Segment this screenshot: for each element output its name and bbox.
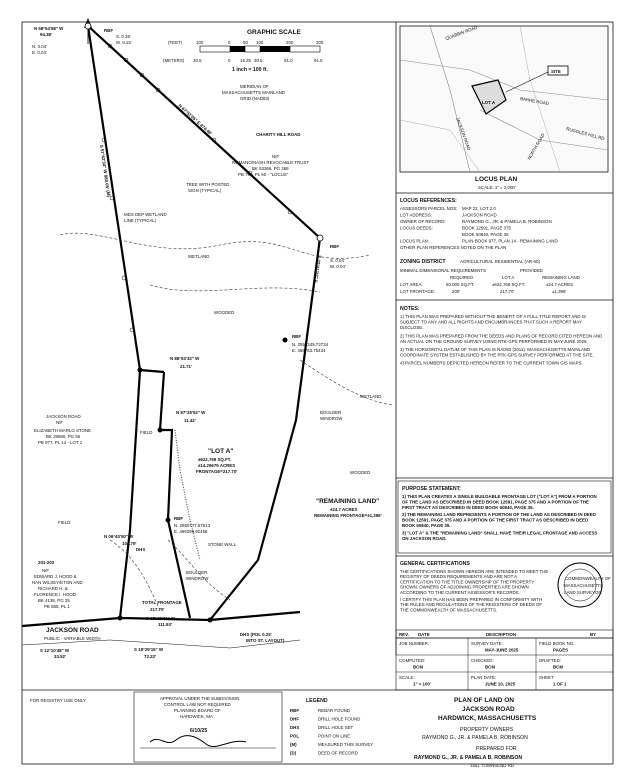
legend-description: DRILL HOLE SET — [318, 725, 354, 730]
cert-line: I CERTIFY THIS PLAN HAS BEEN PREPARED IN CONFORMITY WITH — [400, 597, 543, 602]
title-line-1: JACKSON ROAD — [462, 706, 515, 713]
tree-sign-0: TREE WITH POSTED — [186, 182, 230, 187]
locus-road-2: JACKSON ROAD — [455, 116, 472, 151]
job-cell-label: PLAN DATE: — [471, 675, 497, 680]
approval-line-3: HARDWICK, MA — [180, 714, 213, 719]
cert-line: THE RULES AND REGULATIONS OF THE REGISTERS OF DEEDS OF — [400, 602, 543, 608]
locus-site-label: SITE — [551, 69, 561, 74]
legend-symbol: DHF — [290, 716, 300, 722]
note-line: SUBJECT TO ANY AND ALL RIGHTS AND ENCUMBRANCES THAT SUCH A REPORT MAY — [400, 319, 582, 325]
remaining-land-frontage: REMAINING FRONTAGE=±1,396' — [314, 513, 382, 518]
zoning-title: ZONING DISTRICT — [400, 259, 446, 265]
plan-labels — [32, 26, 382, 659]
registry-label: FOR REGISTRY USE ONLY — [30, 698, 86, 703]
scale-feet-tick-2: 50 — [243, 40, 248, 45]
purpose-line: 1) THIS PLAN CREATES A SINGLE BUILDABLE FRONTAGE LOT ("LOT A") FROM A PORTION — [402, 494, 597, 499]
abutter-north-3: PB 790, PL 60 - "LOCUS" — [238, 172, 289, 177]
owners-label: PROPERTY OWNERS — [460, 727, 514, 733]
job-cell-label: SHEET — [539, 675, 554, 680]
stone-wall-label: STONE WALL — [208, 542, 237, 547]
scale-m-tick-1: 0 — [228, 58, 231, 63]
purpose-title: PURPOSE STATEMENT: — [402, 486, 461, 492]
locus-road-4: RUGGLES HILL RD — [565, 126, 606, 142]
meridian-note — [222, 84, 285, 101]
owners-value: RAYMOND G., JR. & PAMELA B. ROBINSON — [422, 735, 528, 741]
note-line: COORDINATE SYSTEM ESTABLISHED BY THE RTK-GPS SURVEY PERFORMED AT THE SITE. — [400, 352, 594, 358]
reference-value: RAYMOND G., JR. & PAMELA B. ROBINSON — [462, 219, 552, 224]
locus-scale: SCALE: 1" = 2,000' — [478, 185, 516, 190]
notes-title: NOTES: — [400, 306, 420, 312]
jackson-abutter-1: N/F — [56, 420, 64, 425]
legend-description: MEASURED THIS SURVEY — [318, 742, 374, 747]
graphic-scale — [163, 29, 324, 73]
reference-value: PLAN BOOK 977, PLAN 14 - REMAINING LAND — [462, 238, 558, 244]
road-distance-2: 72.23' — [144, 654, 157, 659]
abutter-sw-5: BK 4138, PG 25 — [38, 598, 70, 603]
road-bearing-1: S 12°10'48" W — [40, 648, 70, 653]
meridian-line-0: MERIDIAN OF — [240, 84, 269, 89]
reference-value: JACKSON ROAD — [462, 212, 497, 218]
zoning-district-value: AGRICULTURAL RESIDENTIAL (AR-60) — [460, 259, 540, 264]
rbf-mid-label: RBF — [292, 334, 302, 339]
purpose-line: OF THE LAND AS DESCRIBED IN DEED BOOK 12591, PAGE 375 AND A PORTION OF THE — [402, 499, 589, 505]
references-title: LOCUS REFERENCES: — [400, 198, 457, 204]
coords-low-0: N. 2950777.67613 — [174, 523, 211, 528]
purpose-line: BOOK 60840, PAGE 35. — [402, 523, 451, 528]
job-cell-label: SURVEY DATE: — [471, 641, 503, 646]
tree-sign-1: SIGN (TYPICAL) — [188, 188, 222, 193]
locus-road-5: NORTH ROAD — [526, 132, 546, 161]
jackson-abutter-3: BK 29580, PG 56 — [46, 434, 81, 439]
prepared-for: RAYMOND G., JR. & PAMELA B. ROBINSON — [414, 755, 523, 761]
meridian-line-1: MASSACHUSETTS MAINLAND — [222, 90, 285, 95]
field-label-2: FIELD — [58, 520, 71, 525]
purpose-line: 2) THE REMAINING LAND REPRESENTS A PORTION OF THE LAND AS DESCRIBED IN DEED — [402, 512, 596, 518]
road-bearing-3: S 15°45'33" W — [146, 616, 176, 621]
east-offset-1: W. 0.04' — [330, 264, 346, 269]
scale-m-tick-5: 91.5 — [314, 58, 323, 63]
east-rbf-label: RBF — [330, 244, 340, 249]
approval-line-0: APPROVAL UNDER THE SUBDIVISION — [160, 696, 240, 701]
distance-mid-1: 21.71' — [180, 364, 193, 369]
job-cell-value: 1 OF 1 — [553, 681, 567, 687]
wetland-line-1: LINE (TYPICAL) — [124, 218, 157, 223]
locus-road-3: BARRE ROAD — [519, 96, 550, 107]
job-cell-value: JUNE 10, 2025 — [485, 681, 516, 687]
road-distance-3: 111.93' — [158, 622, 172, 627]
boulder-2-0: BOULDER — [186, 570, 208, 575]
zoning-min-req: MINIMAL DIMENSIONAL REQUIREMENTS — [400, 268, 487, 273]
total-frontage-value: 217.70' — [150, 607, 165, 612]
legend-symbol: (M) — [290, 742, 297, 747]
abutter-sw-1: EDWARD J. HOOD & — [34, 574, 77, 579]
cert-line: CERTIFICATION TO THE TITLE OWNERSHIP OF THE PROPERTY — [400, 579, 535, 585]
rev-col-1: DATE — [418, 632, 430, 637]
legend — [290, 698, 373, 756]
scale-feet-label: (FEET) — [168, 40, 183, 45]
job-cell-label: DRAFTED: — [539, 658, 561, 663]
boundary-lines — [22, 23, 392, 648]
seal-line-1: MASSACHUSETTS — [564, 583, 604, 588]
nw-corner-distance: 94.38' — [40, 32, 53, 37]
reference-key: LOCUS DEEDS: — [400, 225, 433, 231]
zoning-provided: PROVIDED — [520, 268, 543, 273]
purpose-line: 3) "LOT A" & THE "REMAINING LAND" SHALL HAVE THEIR LEGAL FRONTAGE AND ACCESS — [402, 530, 598, 536]
cert-line: THE COMMONWEALTH OF MASSACHUSETTS. — [400, 607, 498, 613]
bearing-low: N 06°40'50" W — [104, 534, 134, 539]
legend-description: POINT ON LINE — [318, 733, 351, 739]
parcel-sw: 201-203 — [38, 560, 55, 565]
coords-low-1: E. 469298.92458 — [174, 529, 208, 534]
approval-line-2: PLANNING BOARD OF — [174, 708, 221, 713]
scale-m-tick-2: 15.25 — [240, 58, 251, 63]
title-line-2: HARDWICK, MASSACHUSETTS — [438, 715, 537, 722]
zoning-col-1: LOT A — [502, 275, 515, 280]
purpose-statement — [396, 481, 613, 556]
coords-mid-0: N. 2951245.72734 — [292, 342, 329, 347]
title-line-0: PLAN OF LAND ON — [454, 697, 514, 704]
approval-box — [134, 692, 282, 762]
job-cell-value: BCM — [485, 664, 495, 670]
bearing-mid-1: N 88°53'32" W — [170, 356, 200, 361]
jackson-abutter-4: PB 977, PL 14 - LOT 1 — [38, 440, 83, 445]
title-block — [414, 697, 537, 768]
rbf-top-label: RBF — [104, 28, 114, 33]
abutter-north-1: ROMANO/NASH REVOCABLE TRUST — [232, 160, 310, 165]
lot-a-area: ±622,768 SQ.FT. — [198, 457, 232, 462]
locus-references — [400, 198, 558, 250]
scale-feet-tick-0: 100 — [196, 40, 204, 45]
zoning-col-2: REMAINING LAND — [542, 275, 580, 280]
scale-title: GRAPHIC SCALE — [247, 29, 301, 36]
approval-date: 6/10/25 — [190, 728, 208, 734]
remaining-land-title: "REMAINING LAND" — [316, 498, 380, 505]
distance-low: 104.79' — [122, 541, 137, 546]
nw-offset-1: E. 0.04' — [32, 50, 47, 55]
coords-mid-1: E. 468753.75434 — [292, 348, 326, 353]
zoning-row-1-req: 200' — [452, 289, 461, 294]
dhs-note-1: INTO ST. LAYOUT) — [246, 638, 285, 643]
seal-line-2: LAND SURVEYOR — [564, 590, 602, 595]
remaining-land-acres: ±24.7 ACRES — [330, 507, 358, 512]
reference-key: LOCUS PLAN: — [400, 238, 430, 244]
zoning-row-0-lot: ±622,768 SQ.FT. — [492, 282, 526, 287]
abutter-north-0: N/F — [272, 154, 280, 159]
zoning-row-0-k: LOT AREA: — [400, 282, 423, 287]
wooded-label-1: WOODED — [214, 310, 235, 315]
cert-line: SHOWN. OWNERS OF ADJOINING PROPERTIES ARE SHOWN — [400, 584, 529, 590]
scale-m-tick-0: 30.5 — [193, 58, 202, 63]
legend-description: DEED OF RECORD — [318, 750, 358, 756]
prepared-address: 1561 TOWNSEND RD — [470, 763, 515, 768]
jackson-abutter-2: ELIZABETH MARLO STONE — [34, 428, 92, 433]
abutter-sw-0: N/F — [42, 568, 50, 573]
notes — [396, 306, 613, 478]
locus-lot-label: LOT A — [482, 100, 496, 105]
job-cell-value: BCM — [553, 664, 563, 670]
legend-title: LEGEND — [306, 698, 328, 704]
legend-symbol: POL — [290, 733, 300, 739]
rbf-low-label: RBF — [174, 516, 184, 521]
purpose-line: ON JACKSON ROAD. — [402, 535, 447, 541]
reference-value: MAP 22, LOT 2.0 — [462, 206, 496, 211]
rbf-top-offset-1: W. 0.15' — [116, 40, 132, 45]
note-line: 3) THE HORIZONTAL DATUM OF THIS PLAN IS NAD83 (2011). MASSACHUSETTS MAINLAND — [400, 347, 591, 352]
reference-key: ASSESSORS PARCEL NOS: — [400, 206, 458, 211]
scale-feet-tick-4: 200 — [286, 40, 294, 45]
cert-line: ACCORDING TO THE CURRENT ASSESSOR'S RECORDS. — [400, 589, 520, 595]
locus-plan — [396, 25, 613, 193]
legend-symbol: (D) — [290, 750, 297, 756]
job-table — [396, 638, 613, 690]
east-offset-0: S. 0.04' — [330, 258, 345, 263]
boulder-1-0: BOULDER — [320, 410, 342, 415]
prepared-label: PREPARED FOR — [476, 746, 517, 752]
zoning-row-0-rem: ±24.7 ACRES — [546, 282, 574, 287]
wooded-label-2: WOODED — [350, 470, 371, 475]
job-cell-label: COMPUTED: — [399, 658, 426, 663]
zoning-row-1-rem: ±1,396' — [552, 289, 567, 294]
job-cell-label: JOB NUMBER: — [399, 641, 430, 646]
total-frontage-label: TOTAL FRONTAGE — [142, 600, 182, 605]
bearing-mid-2: N 87°25'52" W — [176, 410, 206, 415]
locus-road-1: QUABBIN ROAD — [444, 24, 478, 41]
zoning-row-1-lot: 217.70' — [500, 289, 515, 294]
east-line-bearing: S 22°41'22" E — [313, 254, 322, 284]
reference-key: OWNER OF RECORD: — [400, 219, 446, 224]
legend-description: REBAR FOUND — [318, 708, 350, 713]
job-cell-label: CHECKED: — [471, 658, 494, 663]
general-certifications — [400, 561, 611, 612]
scale-meters-label: (METERS) — [163, 58, 185, 63]
job-cell-label: FIELD BOOK NO.: — [539, 641, 576, 646]
scale-m-tick-4: 61.0 — [284, 58, 293, 63]
boulder-1-1: WINDROW — [320, 416, 343, 421]
note-line: 4) PARCEL NUMBERS DEPICTED HEREON REFER TO THE CURRENT TOWN GIS MAPS. — [400, 360, 583, 366]
cert-line: REGISTRY OF DEEDS REQUIREMENTS AND ARE NOT A — [400, 574, 518, 580]
scale-feet-tick-5: 300 — [316, 40, 324, 45]
note-line: AN ACTUAL ON THE GROUND SURVEY USING RTK-GPS PERFORMED IN MAY-JUNE 2025. — [400, 338, 588, 344]
wetland-line-0: MDS DEP WETLAND — [124, 212, 167, 217]
scale-ratio: 1 inch = 100 ft. — [232, 67, 268, 73]
reference-key: OTHER PLAN REFERENCES NOTED ON THE PLAN — [400, 245, 507, 250]
lot-a-title: "LOT A" — [208, 448, 234, 455]
reference-value: BOOK 12591, PAGE 375 — [462, 225, 511, 231]
rev-col-0: REV. — [399, 632, 409, 637]
zoning-district — [396, 259, 613, 300]
wetland-label-2: WETLAND — [360, 394, 382, 399]
abutter-north-2: BK 53366, PG 368 — [252, 166, 289, 171]
scale-feet-tick-1: 0 — [228, 40, 231, 45]
scale-feet-tick-3: 100 — [256, 40, 264, 45]
seal-line-0: COMMONWEALTH OF — [565, 576, 611, 581]
road-subtitle: PUBLIC - VARIABLE WIDTH — [44, 636, 101, 641]
lot-a-frontage: FRONTAGE=217.70' — [196, 469, 238, 474]
road-distance-1: 33.52' — [54, 654, 67, 659]
cert-line: THE CERTIFICATIONS SHOWN HEREON ARE INTENDED TO MEET THE — [400, 569, 549, 574]
west-line-bearing: S 57°42'34" W 880.05' (M) — [99, 144, 112, 198]
wetland-label-1: WETLAND — [188, 254, 210, 259]
job-cell-value: MAY-JUNE 2025 — [485, 647, 519, 653]
purpose-line: FIRST TRACT AS DESCRIBED IN DEED BOOK 60840, PAGE 35. — [402, 504, 534, 510]
abutter-sw-4: FLORENCE I. HOOD — [34, 592, 76, 597]
rev-col-3: BY — [590, 632, 597, 637]
reference-value: BOOK 60840, PAGE 35 — [462, 232, 509, 237]
note-line: DISCLOSE. — [400, 325, 424, 331]
approval-line-1: CONTROL LAW NOT REQUIRED — [164, 702, 231, 707]
abutter-sw-6: PB 685, PL 1 — [44, 604, 70, 609]
job-cell-label: SCALE: — [399, 675, 415, 680]
meridian-line-2: GRID (NAD83) — [240, 96, 270, 101]
scale-m-tick-3: 30.5 — [254, 58, 263, 63]
job-cell-value: BCM — [413, 664, 423, 670]
boulder-2-1: WINDROW — [186, 576, 209, 581]
job-cell-value: 1" = 100' — [413, 681, 431, 687]
charity-hill-road: CHARITY HILL ROAD — [256, 132, 301, 137]
purpose-line: BOOK 12591, PAGE 375 AND A PORTION OF THE FIRST TRACT AS DESCRIBED IN DEED — [402, 517, 589, 523]
dhs-note-0: DHS (POL 0.25' — [240, 632, 272, 637]
certs-title: GENERAL CERTIFICATIONS — [400, 561, 470, 567]
nw-corner-bearing: N 58°54'58" W — [34, 26, 64, 31]
legend-description: DRILL HOLE FOUND — [318, 716, 361, 722]
revision-table — [396, 630, 613, 638]
legend-symbol: RBF — [290, 708, 300, 713]
zoning-row-1-k: LOT FRONTAGE: — [400, 289, 435, 294]
dhs-label-1: DHS — [136, 547, 146, 552]
abutter-sw-2: NAN WILSEY/ETON AND — [32, 580, 83, 585]
reference-key: LOT ADDRESS: — [400, 212, 432, 218]
road-name: JACKSON ROAD — [46, 627, 99, 634]
note-line: 1) THIS PLAN WAS PREPARED WITHOUT THE BENEFIT OF A FULL TITLE REPORT AND IS — [400, 314, 586, 319]
locus-title: LOCUS PLAN — [475, 176, 518, 183]
road-bearing-2: S 18°29'15" W — [134, 647, 164, 652]
jackson-abutter-0: JACKSON ROAD — [46, 414, 81, 419]
field-label-1: FIELD — [140, 430, 153, 435]
nw-offset-0: N. 0.04' — [32, 44, 47, 49]
rbf-top-offset-0: S. 0.38' — [116, 34, 131, 39]
north-line-bearing: N 67°52'05" E 874.46' — [177, 103, 214, 137]
lot-a-acres: ±14.29679 ACRES — [198, 463, 236, 468]
legend-symbol: DHS — [290, 725, 300, 730]
surveyor-seal-icon — [558, 563, 611, 607]
zoning-row-0-req: 60,000 SQ.FT. — [446, 282, 475, 287]
zoning-col-0: REQUIRED — [450, 275, 474, 280]
approval-signature — [150, 736, 246, 747]
job-cell-value: PAGES — [553, 647, 569, 653]
note-line: 2) THIS PLAN WAS PREPARED FROM THE DEEDS AND PLANS OF RECORD CITED HEREON AND — [400, 333, 603, 339]
abutter-sw-3: RICHARD H. & — [38, 586, 68, 591]
rev-col-2: DESCRIPTION — [486, 632, 517, 637]
distance-mid-2: 11.42' — [184, 418, 196, 423]
